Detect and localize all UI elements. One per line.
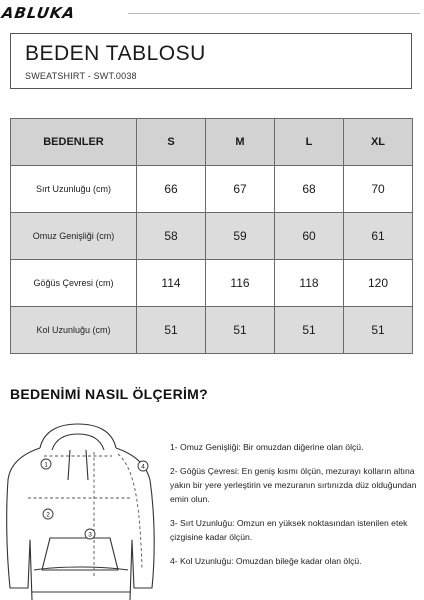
row-label: Göğüs Çevresi (cm)	[11, 260, 137, 307]
pocket-outline	[42, 538, 118, 570]
table-row	[11, 260, 413, 307]
row-label: Omuz Genişliği (cm)	[11, 213, 137, 260]
table-cell: 67	[206, 166, 275, 213]
table-row	[11, 307, 413, 354]
instruction-step: 2- Göğüs Çevresi: En geniş kısmı ölçün, mezurayı kolların altına yakın bir yere yerleştirin ve mezuranın sırtınızda düz olduğundan emin olun.	[170, 466, 417, 504]
table-cell: 51	[275, 307, 344, 354]
brand-divider	[128, 13, 420, 14]
table-cell: 70	[344, 166, 413, 213]
brand-bar	[0, 4, 424, 22]
page-title: BEDEN TABLOSU	[25, 42, 206, 65]
header-cell: L	[275, 119, 344, 166]
hoodie-diagram	[0, 420, 165, 600]
table-cell: 51	[137, 307, 206, 354]
table-cell: 58	[137, 213, 206, 260]
hood-outline	[40, 424, 116, 448]
sleeve-measure-line	[118, 454, 142, 570]
brand-logo: ABLUKA	[0, 4, 77, 22]
table-cell: 60	[275, 213, 344, 260]
row-label: Sırt Uzunluğu (cm)	[11, 166, 137, 213]
measure-instructions	[170, 440, 418, 578]
title-box	[10, 33, 412, 89]
right-side	[116, 448, 154, 600]
table-cell: 59	[206, 213, 275, 260]
table-cell: 120	[344, 260, 413, 307]
header-cell: S	[137, 119, 206, 166]
marker-3: 3	[88, 531, 92, 539]
instruction-step: 3- Sırt Uzunluğu: Omzun en yüksek noktasından istenilen etek çizgisine kadar ölçün.	[170, 518, 408, 542]
table-row	[11, 166, 413, 213]
table-cell: 118	[275, 260, 344, 307]
left-side	[7, 448, 40, 600]
header-cell: XL	[344, 119, 413, 166]
table-cell: 114	[137, 260, 206, 307]
header-cell: BEDENLER	[11, 119, 137, 166]
table-cell: 68	[275, 166, 344, 213]
drawstring-right	[86, 450, 88, 480]
product-code: SWEATSHIRT - SWT.0038	[25, 71, 137, 81]
measure-guide-heading: BEDENİMİ NASIL ÖLÇERİM?	[10, 386, 208, 402]
table-cell: 116	[206, 260, 275, 307]
marker-2: 2	[46, 511, 50, 519]
table-cell: 61	[344, 213, 413, 260]
table-cell: 51	[206, 307, 275, 354]
row-label: Kol Uzunluğu (cm)	[11, 307, 137, 354]
table-row	[11, 213, 413, 260]
hood-inner	[52, 434, 104, 450]
table-header-row	[11, 119, 413, 166]
table-cell: 66	[137, 166, 206, 213]
drawstring-left	[68, 450, 70, 480]
marker-1: 1	[44, 461, 48, 469]
instruction-step: 4- Kol Uzunluğu: Omuzdan bileğe kadar olan ölçü.	[170, 556, 362, 566]
header-cell: M	[206, 119, 275, 166]
marker-4: 4	[141, 463, 145, 471]
instruction-step: 1- Omuz Genişliği: Bir omuzdan diğerine olan ölçü.	[170, 442, 364, 452]
size-table	[10, 118, 413, 354]
table-cell: 51	[344, 307, 413, 354]
